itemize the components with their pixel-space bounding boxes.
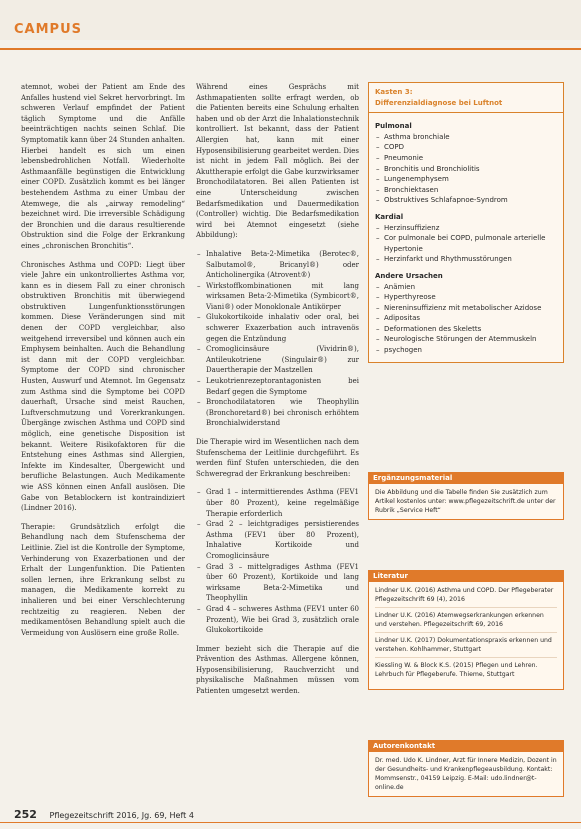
list-item: – Grad 3 – mittelgradiges Asthma (FEV1 über 60 Prozent), Kortikoide und lang wirksame Beta-2-Mimetika und Theophyllin bbox=[206, 562, 359, 604]
supplement-body: Die Abbildung und die Tabelle finden Sie zusätzlich zum Artikel kostenlos unter: www.pflegezeitschrift.de unter der Rubrik „Service Heft“ bbox=[368, 484, 564, 520]
list-item: – Bronchodilatatoren wie Theophyllin (Bronchoretard®) bei chronisch erhöhtem Bronchialwiderstand bbox=[206, 397, 359, 429]
list-item: – Obstruktives Schlafapnoe-Syndrom bbox=[384, 195, 557, 206]
kasten-box bbox=[368, 82, 564, 363]
header-bar bbox=[0, 0, 581, 40]
literature-entry: Lindner U.K. (2016) Asthma und COPD. Der Pflegeberater Pflegezeitschrift 69 (4), 2016 bbox=[375, 586, 557, 608]
list-item: – Glukokortikoide inhalativ oder oral, bei schwerer Exazerbation auch intravenös gegen die Entzündung bbox=[206, 312, 359, 344]
column-1 bbox=[21, 82, 185, 646]
list-item: – Adipositas bbox=[384, 313, 557, 324]
list-item: – Bronchiektasen bbox=[384, 185, 557, 196]
paragraph: Während eines Gesprächs mit Asthmapatienten sollte erfragt werden, ob die Patienten bereits eine Schulung erhalten haben und ob der Arzt die Inhalationstechnik kontrolliert. Ist bekannt, dass der Patient Allergien hat, kann mit einer Hyposensibilisierung gearbeitet werden. Dies ist nicht in jedem Fall möglich. Bei der Akuttherapie erfolgt die Gabe kurzwirksamer Bronchodilatatoren. Bei allen Patienten ist eine Unterscheidung zwischen Bedarfsmedikation und Dauermedikation (Controller) wichtig. Die Bedarfsmedikation wird bei Atemnot eingesetzt (siehe Abbildung): bbox=[196, 83, 359, 240]
list-item: – psychogen bbox=[384, 345, 557, 356]
list-item: – Deformationen des Skeletts bbox=[384, 324, 557, 335]
list-item: – Bronchitis und Bronchiolitis bbox=[384, 164, 557, 175]
list-item: – Grad 4 – schweres Asthma (FEV1 unter 60 Prozent), Wie bei Grad 3, zusätzlich orale Glukokortikoide bbox=[206, 604, 359, 636]
literature-entry: Lindner U.K. (2016) Atemwegserkrankungen erkennen und verstehen. Pflegezeitschrift 69, 2016 bbox=[375, 611, 557, 633]
medication-list bbox=[196, 249, 359, 429]
list-item: – Leukotrienrezeptorantagonisten bei Bedarf gegen die Symptome bbox=[206, 376, 359, 397]
paragraph: Therapie: Grundsätzlich erfolgt die Behandlung nach dem Stufenschema der Leitlinie. Ziel ist die Kontrolle der Symptome, Verhinderung von Exazerbationen und der Erhalt der Lungenfunktion. Die Patienten sollen lernen, ihre Erkrankung selbst zu managen, die Medikamente korrekt zu inhalieren und bei einer Verschlechterung rechtzeitig zu reagieren. Neben der medikamentösen Behandlung spielt auch die Vermeidung von Auslösern eine große Rolle. bbox=[21, 522, 185, 637]
paragraph: atemnot, wobei der Patient am Ende des Anfalles hustend viel Sekret hervorbringt. Im schweren Verlauf empfindet der Patient täglich Symptome und die Anfälle beeinträchtigen nachts seinen Schlaf. Die Symptomatik kann über 24 Stunden anhalten. Hierbei handelt es sich um einen lebensbedrohlichen Notfall. Wiederholte Asthmaanfälle begünstigen die Entwicklung einer COPD. Zusätzlich kommt es bei länger bestehendem Asthma zu einer Umbau der Atemwege, die als „airway remodeling“ bezeichnet wird. Die irreversible Schädigung der Bronchien und die daraus resultierende Obstruktion sind die Folge der Erkrankung eines „chronischen Bronchitis“. bbox=[21, 83, 185, 250]
list-item: – Herzinsuffizienz bbox=[384, 223, 557, 234]
list-item: – COPD bbox=[384, 142, 557, 153]
paragraph: Chronisches Asthma und COPD: Liegt über viele Jahre ein unkontrolliertes Asthma vor, kann es in diesem Fall zu einer chronisch obstruktiven Bronchitis mit überwiegend obstruktiven Lungenfunktionsstörungen kommen. Diese Veränderungen sind mit denen der COPD vergleichbar, also weitgehend irreversibel und können auch ein Emphysem beinhalten. Auch die Behandlung ist dann mit der COPD vergleichbar. Symptome der COPD sind chronischer Husten, Auswurf und Atemnot. Im Gegensatz zum Asthma sind die Symptome bei COPD dauerhaft, Ursache sind meist Rauchen, Luftverschmutzung und Vorerkrankungen. Übergänge zwischen Asthma und COPD sind möglich, eine genetische Disposition ist bekannt. Weitere Risikofaktoren für die Entstehung eines Asthmas sind Allergien, Infekte im Kindesalter, Übergewicht und berufliche Belastungen. Auch Medikamente wie ASS können einen Anfall auslösen. Die Gabe von Betablockern ist kontraindiziert (Lindner 2016). bbox=[21, 260, 185, 513]
list-item: – Neurologische Störungen der Atemmuskeln bbox=[384, 334, 557, 345]
footer-rule bbox=[0, 822, 581, 823]
paragraph: Die Therapie wird im Wesentlichen nach dem Stufenschema der Leitlinie durchgeführt. Es werden fünf Stufen unterschieden, die den Schweregrad der Erkrankung beschreiben: bbox=[196, 438, 359, 478]
stage-list bbox=[196, 487, 359, 635]
supplement-box bbox=[368, 472, 564, 520]
list-item: – Cor pulmonale bei COPD, pulmonale arterielle Hypertonie bbox=[384, 233, 557, 254]
literature-entry: Lindner U.K. (2017) Dokumentationspraxis erkennen und verstehen. Kohlhammer, Stuttgart bbox=[375, 636, 557, 658]
list-item: – Pneumonie bbox=[384, 153, 557, 164]
section-heading: Andere Ursachen bbox=[375, 271, 443, 280]
kasten-label: Kasten 3: bbox=[375, 88, 413, 96]
list-item: – Anämien bbox=[384, 282, 557, 293]
list-item: – Inhalative Beta-2-Mimetika (Berotec®, Salbutamol®, Bricanyl®) oder Anticholinergika (Atrovent®) bbox=[206, 249, 359, 281]
paragraph: Immer bezieht sich die Therapie auf die Prävention des Asthmas. Allergene können, Hyposensibilisierung, Rauchverzicht und physikalische Maßnahmen müssen vom Patienten umgesetzt werden. bbox=[196, 644, 359, 696]
kasten-header bbox=[369, 83, 563, 113]
section-heading: Pulmonal bbox=[375, 122, 412, 131]
list-item: – Lungenemphysem bbox=[384, 174, 557, 185]
list-item: – Wirkstoffkombinationen mit lang wirksamen Beta-2-Mimetika (Symbicort®, Viani®) oder Monoklonale Antikörper bbox=[206, 281, 359, 313]
list-item: – Hyperthyreose bbox=[384, 292, 557, 303]
section-label: CAMPUS bbox=[14, 22, 82, 37]
list-item: – Grad 2 – leichtgradiges persistierendes Asthma (FEV1 über 80 Prozent), Inhalative Kortikoide und Cromoglicinsäure bbox=[206, 519, 359, 561]
list-item: – Herzinfarkt und Rhythmusstörungen bbox=[384, 254, 557, 265]
page-number: 252 bbox=[14, 808, 37, 821]
literature-header: Literatur bbox=[368, 570, 564, 582]
list-item: – Grad 1 – intermittierendes Asthma (FEV1 über 80 Prozent), keine regelmäßige Therapie erforderlich bbox=[206, 487, 359, 519]
author-body: Dr. med. Udo K. Lindner, Arzt für Innere Medizin, Dozent in der Gesundheits- und Krankenpflegeausbildung. Kontakt: Mommsenstr., 04159 Leipzig. E-Mail: udo.lindner@t-online.de bbox=[368, 752, 564, 797]
page-footer bbox=[14, 808, 194, 821]
literature-entry: Kiessling W. & Block K.S. (2015) Pflegen und Lehren. Lehrbuch für Pflegeberufe. Thieme, Stuttgart bbox=[375, 662, 538, 678]
author-box bbox=[368, 740, 564, 797]
author-header: Autorenkontakt bbox=[368, 740, 564, 752]
list-item: – Niereninsuffizienz mit metabolischer Azidose bbox=[384, 303, 557, 314]
magazine-info: Pflegezeitschrift 2016, Jg. 69, Heft 4 bbox=[49, 811, 194, 820]
literature-box bbox=[368, 570, 564, 690]
header-rule bbox=[0, 48, 581, 50]
list-item: – Cromoglicinsäure (Vividrin®), Antileukotriene (Singulair®) zur Dauertherapie der Mastzellen bbox=[206, 344, 359, 376]
list-item: – Asthma bronchiale bbox=[384, 132, 557, 143]
kasten-section bbox=[369, 113, 563, 355]
column-2 bbox=[196, 82, 359, 705]
supplement-header: Ergänzungsmaterial bbox=[368, 472, 564, 484]
kasten-title: Differenzialdiagnose bei Luftnot bbox=[375, 98, 503, 107]
section-heading: Kardial bbox=[375, 212, 404, 221]
